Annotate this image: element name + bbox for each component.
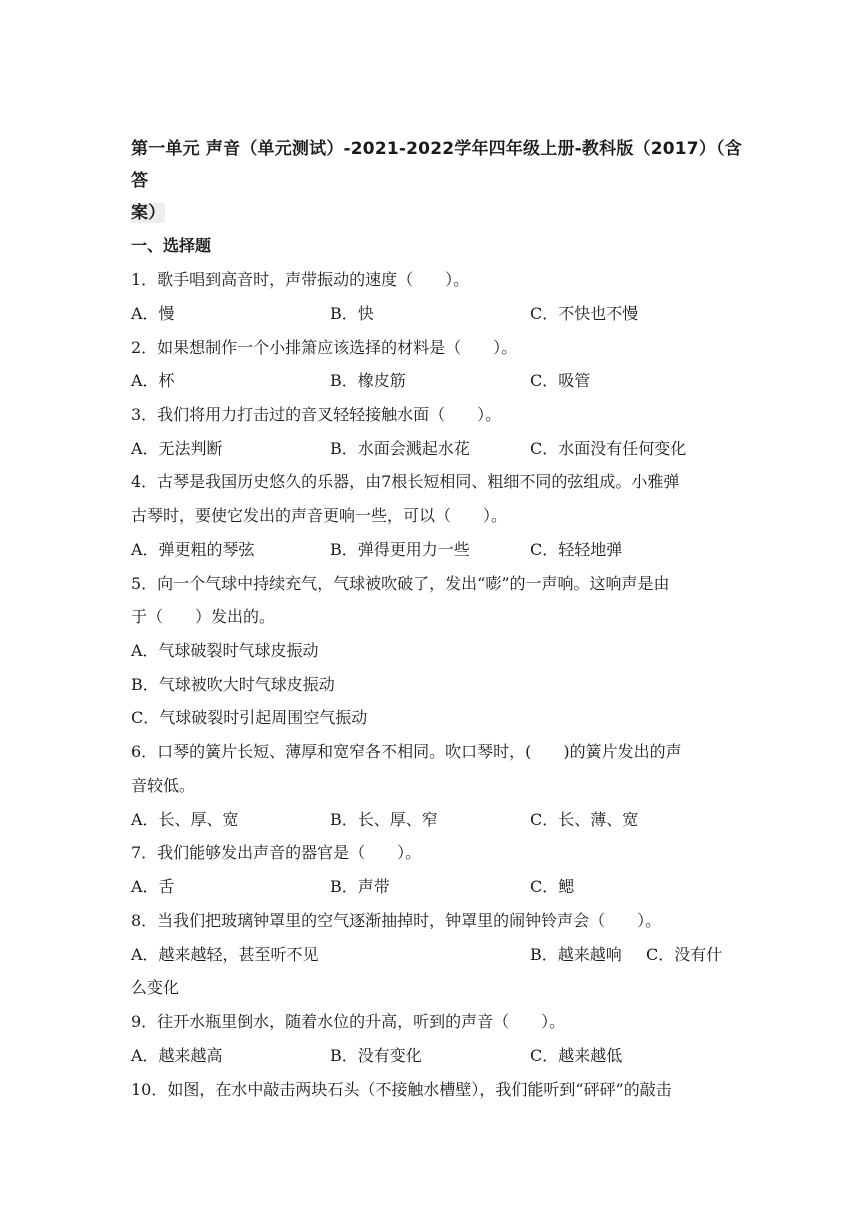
question-1-option-a: A．慢 (131, 304, 175, 323)
question-9-option-a: A．越来越高 (131, 1046, 223, 1065)
question-5-option-c: C．气球破裂时引起周围空气振动 (131, 708, 368, 727)
document-title (131, 133, 751, 229)
question-6-stem-line-1: 6．口琴的簧片长短、薄厚和宽窄各不相同。吹口琴时，( )的簧片发出的声 (131, 742, 682, 761)
question-4-stem-line-1: 4．古琴是我国历史悠久的乐器，由7根长短相同、粗细不同的弦组成。小雅弹 (131, 472, 680, 491)
question-5-option-b: B．气球被吹大时气球皮振动 (131, 675, 335, 694)
question-2-option-c: C．吸管 (530, 371, 591, 390)
question-1-option-c: C．不快也不慢 (530, 304, 639, 323)
question-7-stem: 7．我们能够发出声音的器官是（ ）。 (131, 843, 422, 862)
question-6-stem-line-2: 音较低。 (131, 776, 196, 795)
question-9-stem: 9．往开水瓶里倒水，随着水位的升高，听到的声音（ ）。 (131, 1012, 566, 1031)
question-8-option-a: A．越来越轻，甚至听不见 (131, 945, 319, 964)
question-1-stem: 1．歌手唱到高音时，声带振动的速度（ ）。 (131, 270, 470, 289)
question-6-option-a: A．长、厚、宽 (131, 810, 239, 829)
question-4-stem-line-2: 古琴时，要使它发出的声音更响一些，可以（ ）。 (131, 506, 508, 525)
question-3-option-b: B．水面会溅起水花 (330, 439, 470, 458)
section-heading: 一、选择题 (131, 236, 212, 255)
question-7-option-c: C．鳃 (530, 877, 575, 896)
question-5-option-a: A．气球破裂时气球皮振动 (131, 641, 319, 660)
question-5-stem-line-2: 于（ ）发出的。 (131, 607, 276, 626)
title-line-2: 案） (131, 203, 166, 223)
question-1-option-b: B．快 (330, 304, 374, 323)
question-3-stem: 3．我们将用力打击过的音叉轻轻接触水面（ ）。 (131, 405, 502, 424)
question-9-option-b: B．没有变化 (330, 1046, 422, 1065)
question-5-stem-line-1: 5．向一个气球中持续充气，气球被吹破了，发出“嘭”的一声响。这响声是由 (131, 574, 670, 593)
question-7-option-b: B．声带 (330, 877, 390, 896)
question-6-option-b: B．长、厚、窄 (330, 810, 438, 829)
question-2-stem: 2．如果想制作一个小排箫应该选择的材料是（ ）。 (131, 338, 518, 357)
question-2-option-b: B．橡皮筋 (330, 371, 406, 390)
question-4-option-a: A．弹更粗的琴弦 (131, 540, 255, 559)
question-7-option-a: A．舌 (131, 877, 175, 896)
question-4-option-b: B．弹得更用力一些 (330, 540, 470, 559)
question-9-option-c: C．越来越低 (530, 1046, 623, 1065)
question-4-option-c: C．轻轻地弹 (530, 540, 623, 559)
question-8-stem: 8．当我们把玻璃钟罩里的空气逐渐抽掉时，钟罩里的闹钟铃声会（ ）。 (131, 911, 662, 930)
question-8-option-b: B．越来越响 (530, 945, 622, 964)
question-3-option-a: A．无法判断 (131, 439, 223, 458)
question-6-option-c: C．长、薄、宽 (530, 810, 639, 829)
question-10-stem: 10．如图，在水中敲击两块石头（不接触水槽壁），我们能听到“砰砰”的敲击 (131, 1080, 672, 1099)
question-2-option-a: A．杯 (131, 371, 175, 390)
question-3-option-c: C．水面没有任何变化 (530, 439, 687, 458)
question-8-option-c: C．没有什 (646, 945, 723, 964)
title-line-1: 第一单元 声音（单元测试）-2021-2022学年四年级上册-教科版（2017）（含答 (131, 139, 742, 191)
question-8-option-c-continued: 么变化 (131, 978, 180, 997)
